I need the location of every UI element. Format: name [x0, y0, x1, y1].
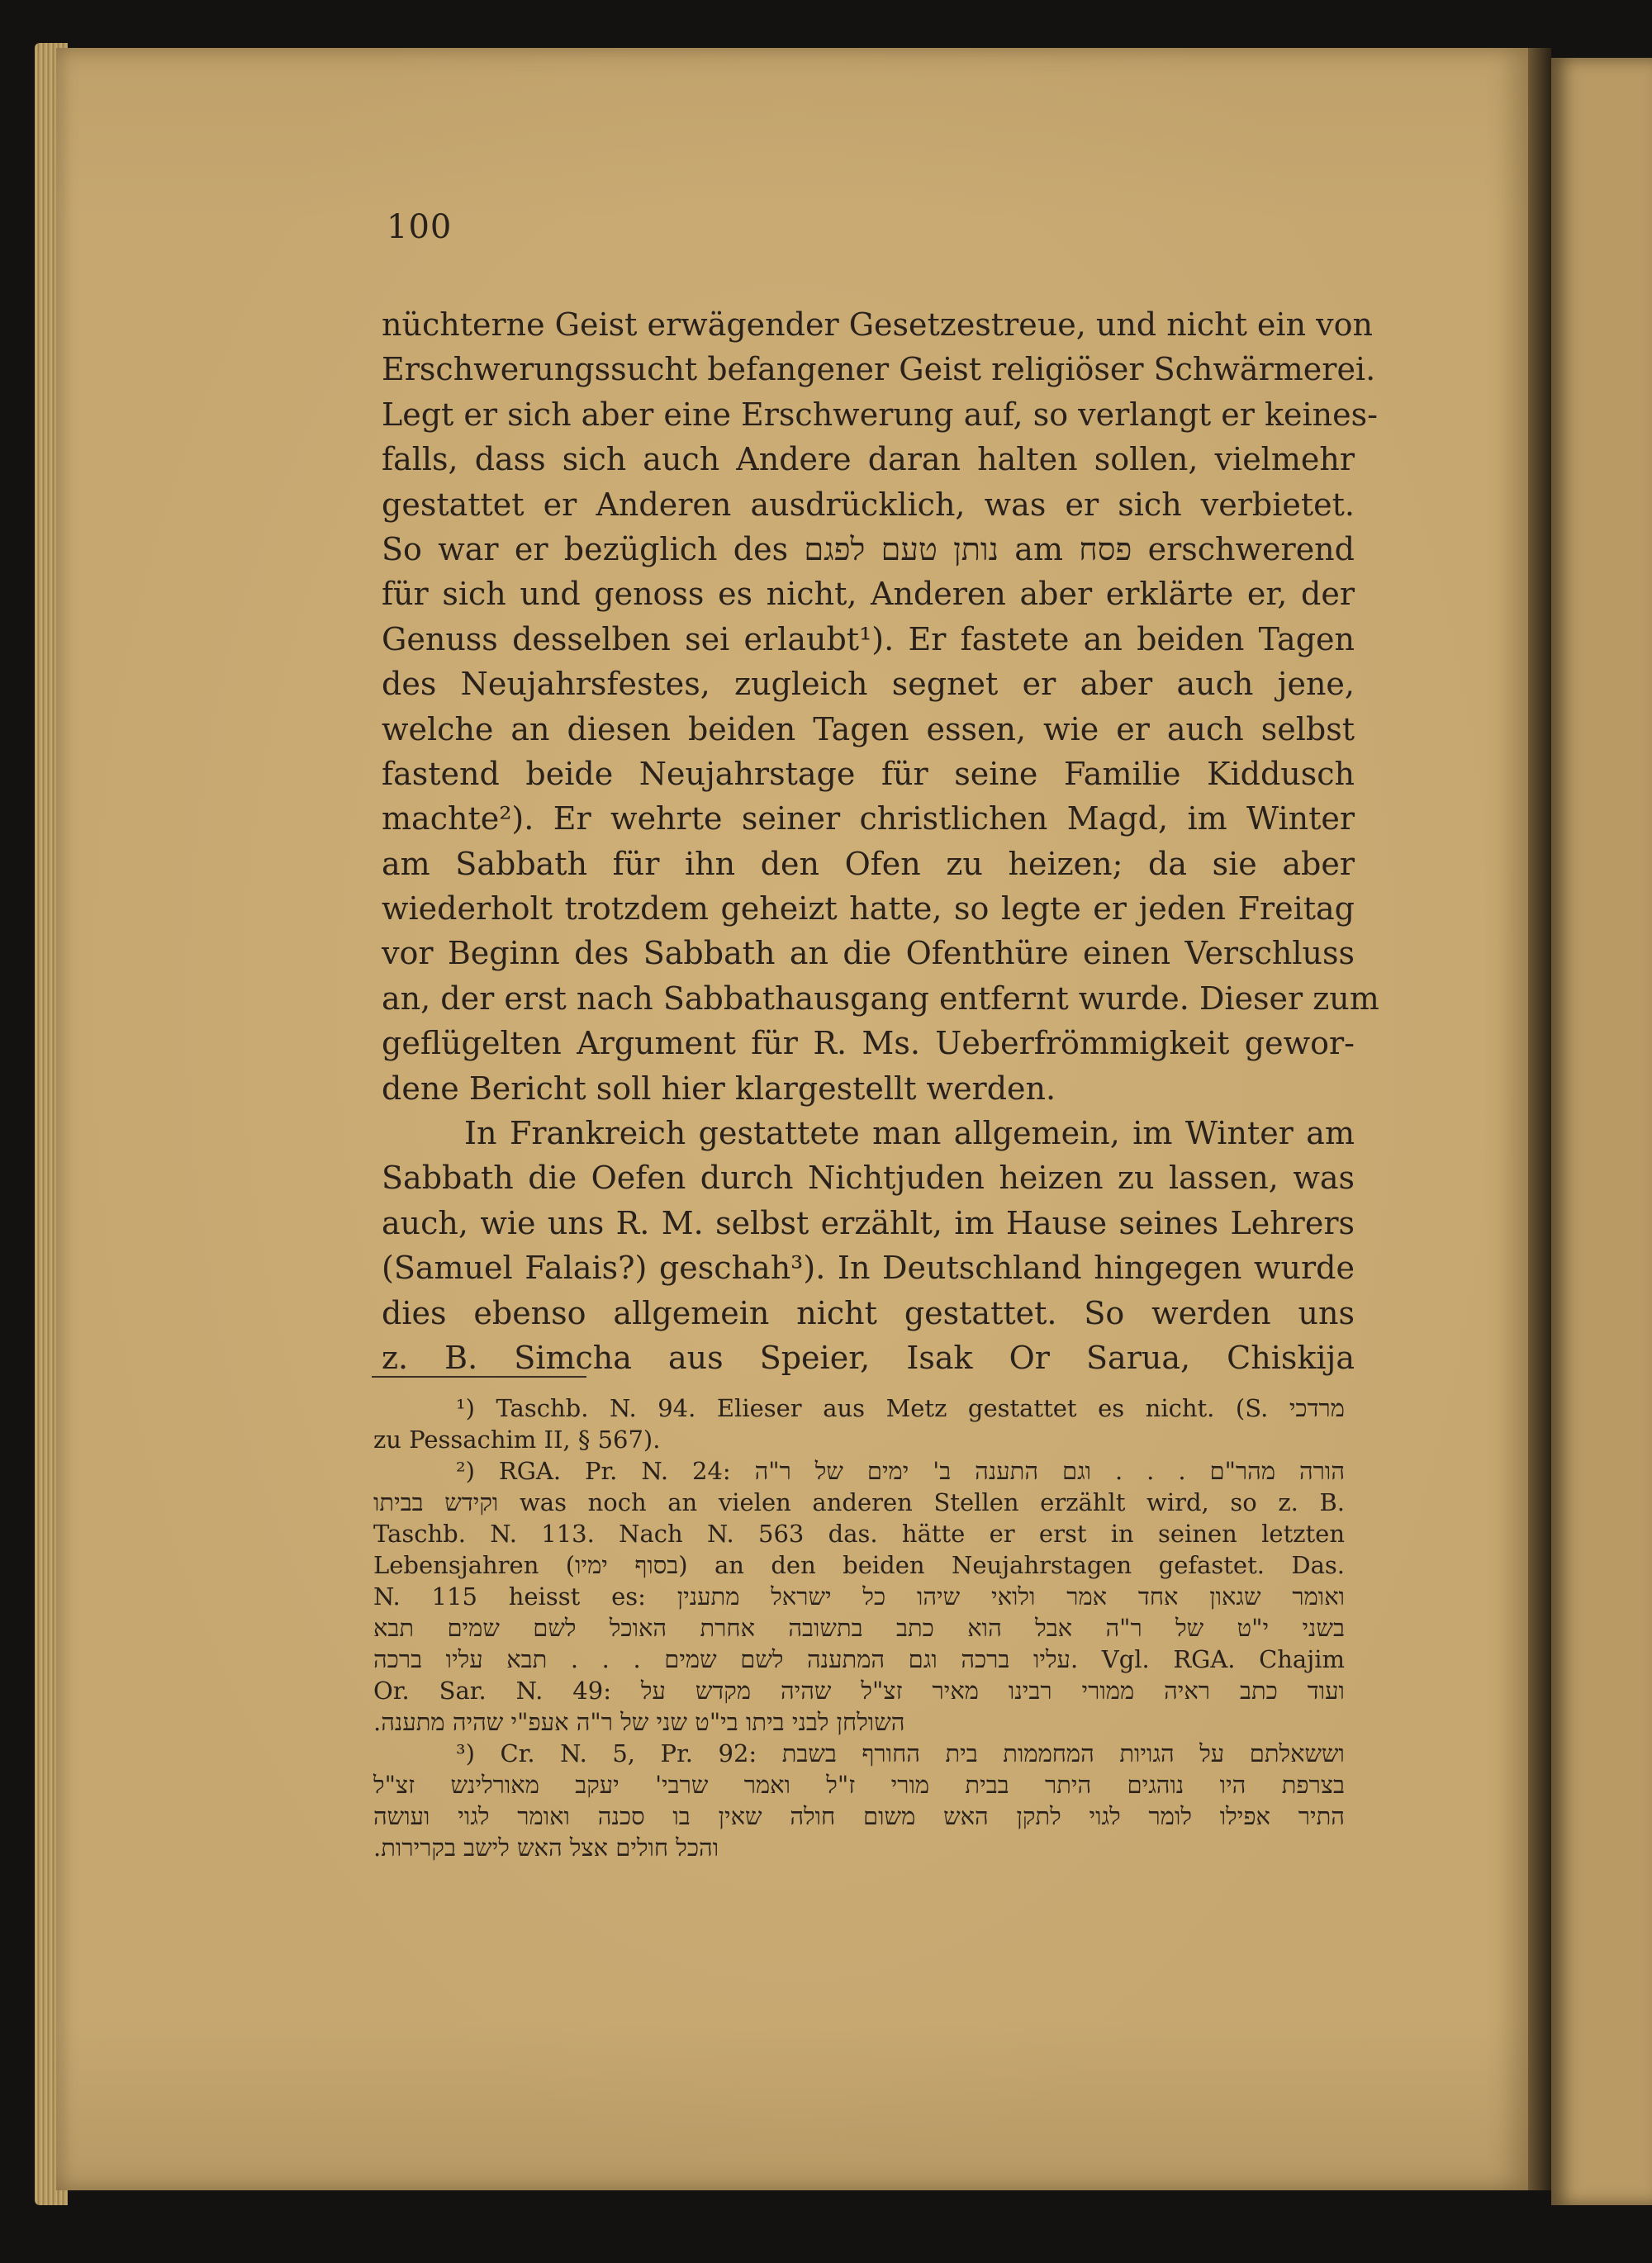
text-line: Genuss desselben sei erlaubt¹). Er fastete an beiden Tagen [382, 620, 1355, 657]
text-line: dies ebenso allgemein nicht gestattet. So werden uns [382, 1294, 1355, 1331]
footnote-line: ³) Cr. N. 5, Pr. 92: וששאלתם על הגויות המחממות בית החורף בשבת [456, 1739, 1345, 1767]
text-line: So war er bezüglich des נותן טעם לפגם am פסח erschwerend [382, 530, 1355, 567]
text-line: wiederholt trotzdem geheizt hatte, so legte er jeden Freitag [382, 890, 1355, 927]
text-line: welche an diesen beiden Tagen essen, wie er auch selbst [382, 710, 1355, 747]
footnote-line: Or. Sar. N. 49: ועוד כתב ראיה ממורי רבינו מאיר זצ"ל שהיה מקדש על [373, 1677, 1345, 1705]
facing-page-edge [1551, 58, 1652, 2205]
footnote-divider [372, 1376, 586, 1378]
text-line: dene Bericht soll hier klargestellt werden. [382, 1070, 1056, 1107]
footnote-line: ¹) Taschb. N. 94. Elieser aus Metz gestattet es nicht. (S. מרדכי [456, 1394, 1345, 1422]
main-text [382, 302, 1379, 1380]
text-line: Legt er sich aber eine Erschwerung auf, so verlangt er keines- [382, 396, 1378, 433]
page-number: 100 [387, 208, 453, 246]
text-line: nüchterne Geist erwägender Gesetzestreue, und nicht ein von [382, 306, 1373, 343]
footnote-line: והכל חולים אצל האש לישב בקרירות. [373, 1834, 719, 1862]
footnote-line: Taschb. N. 113. Nach N. 563 das. hätte er erst in seinen letzten [373, 1520, 1345, 1548]
book-gutter [1528, 48, 1551, 2190]
text-line: an, der erst nach Sabbathausgang entfernt wurde. Dieser zum [382, 980, 1379, 1017]
text-line: Sabbath die Oefen durch Nichtjuden heizen zu lassen, was [382, 1160, 1355, 1197]
footnote-line: התיר אפילו לומר לגוי לתקן האש משום חולה שאין בו סכנה ואומר לגוי ועושה [373, 1802, 1345, 1830]
text-line: gestattet er Anderen ausdrücklich, was er sich verbietet. [382, 486, 1355, 523]
text-line: Erschwerungssucht befangener Geist religiöser Schwärmerei. [382, 351, 1376, 388]
text-line: In Frankreich gestattete man allgemein, im Winter am [464, 1115, 1355, 1152]
text-line: des Neujahrsfestes, zugleich segnet er aber auch jene, [382, 666, 1355, 703]
text-line: falls, dass sich auch Andere daran halten sollen, vielmehr [382, 441, 1355, 478]
text-line: fastend beide Neujahrstage für seine Familie Kiddusch [382, 755, 1355, 792]
footnote-line: השולחן לבני ביתו בי"ט שני של ר"ה אעפ"י שהיה מתענה. [373, 1708, 905, 1736]
text-line: für sich und genoss es nicht, Anderen aber erklärte er, der [382, 576, 1355, 613]
text-line: geflügelten Argument für R. Ms. Ueberfrömmigkeit gewor- [382, 1025, 1355, 1062]
footnote-line: zu Pessachim II, § 567). [373, 1426, 661, 1454]
text-line: (Samuel Falais?) geschah³). In Deutschland hingegen wurde [382, 1250, 1355, 1287]
text-line: z. B. Simcha aus Speier, Isak Or Sarua, Chiskija [382, 1339, 1355, 1376]
footnote-line: Lebensjahren (בסוף ימיו) an den beiden Neujahrstagen gefastet. Das. [373, 1551, 1346, 1579]
text-line: machte²). Er wehrte seiner christlichen Magd, im Winter [382, 800, 1355, 837]
footnotes [373, 1392, 1345, 1863]
footnote-line: וקידש בביתו was noch an vielen anderen Stellen erzählt wird, so z. B. [373, 1488, 1345, 1516]
text-line: am Sabbath für ihn den Ofen zu heizen; da sie aber [382, 845, 1355, 882]
footnote-line: N. 115 heisst es: ואומר שגאון אחד אמר ולואי שיהו כל ישראל מתענין [373, 1582, 1346, 1611]
footnote-line: ²) RGA. Pr. N. 24: הורה מהר"ם . . . וגם התענה ב' ימים של ר"ה [456, 1457, 1345, 1485]
footnote-line: בשני י"ט של ר"ה אבל הוא כתב בתשובה אחרת האוכל לשם שמים תבא [373, 1614, 1345, 1642]
text-line: auch, wie uns R. M. selbst erzählt, im Hause seines Lehrers [382, 1204, 1355, 1241]
footnote-line: עליו ברכה וגם המתענה לשם שמים . . . תבא עליו ברכה. Vgl. RGA. Chajim [373, 1645, 1345, 1673]
text-line: vor Beginn des Sabbath an die Ofenthüre einen Verschluss [382, 935, 1355, 972]
footnote-line: בצרפת היו נוהגים היתר בבית מורי ז"ל ואמר שרבי' יעקב מאורלינש זצ"ל [373, 1771, 1345, 1799]
